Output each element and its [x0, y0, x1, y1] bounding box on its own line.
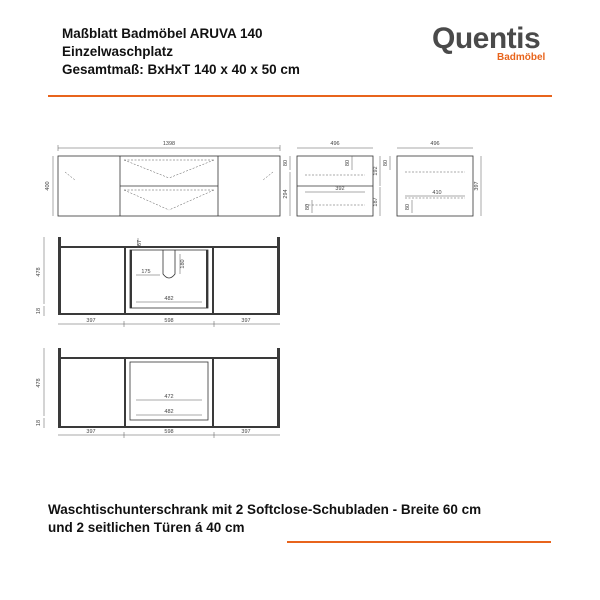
plan1-dim-175: 175	[141, 269, 151, 275]
plan2-dim-482: 482	[164, 409, 174, 415]
plan1-dim-478: 478	[36, 267, 42, 277]
sheet-subtitle: Einzelwaschplatz	[62, 44, 174, 59]
plan1-dim-482: 482	[164, 296, 174, 302]
plan1-dim-18: 18	[36, 307, 42, 315]
side1-dim-192: 192	[373, 166, 379, 176]
product-description-line1: Waschtischunterschrank mit 2 Softclose-Schubladen - Breite 60 cm	[48, 502, 482, 517]
side-view-doors	[383, 141, 481, 216]
plan-view-1	[36, 237, 280, 327]
front-dim-294: 294	[283, 189, 289, 199]
plan1-w2: 598	[164, 318, 174, 324]
front-width-label: 1398	[162, 141, 176, 147]
side2-dim-410: 410	[432, 190, 442, 196]
plan1-w3: 397	[241, 318, 251, 324]
side1-dim-80b: 80	[305, 203, 311, 211]
plan-view-2	[36, 348, 280, 438]
side2-dim-80: 80	[383, 159, 389, 167]
side1-width-label: 496	[330, 141, 340, 147]
side2-dim-80b: 80	[405, 203, 411, 211]
product-description-line2: und 2 seitlichen Türen á 40 cm	[48, 520, 245, 535]
plan1-w1: 397	[86, 318, 96, 324]
plan2-w3: 397	[241, 429, 251, 435]
side2-width-label: 496	[430, 141, 440, 147]
brand-logo-sub: Badmöbel	[497, 52, 546, 63]
footer-divider	[287, 541, 551, 543]
sheet-title: Maßblatt Badmöbel ARUVA 140	[62, 26, 263, 41]
front-view	[45, 141, 290, 216]
brand-logo: Quentis	[432, 22, 541, 55]
plan2-w1: 397	[86, 429, 96, 435]
side2-dim-397: 397	[474, 181, 480, 191]
overall-dimensions: Gesamtmaß: BxHxT 140 x 40 x 50 cm	[62, 62, 300, 77]
front-height-label: 400	[45, 181, 51, 191]
side-view-drawers	[297, 141, 380, 216]
side1-dim-187: 187	[373, 197, 379, 207]
side1-dim-80: 80	[345, 159, 351, 167]
plan2-dim-472: 472	[164, 394, 174, 400]
front-dim-80: 80	[283, 159, 289, 167]
plan1-dim-180: 180	[180, 259, 186, 269]
plan2-dim-478: 478	[36, 378, 42, 388]
side1-dim-392: 392	[335, 186, 345, 192]
plan2-w2: 598	[164, 429, 174, 435]
plan2-dim-18: 18	[36, 419, 42, 427]
plan1-dim-67: 67	[137, 239, 143, 247]
